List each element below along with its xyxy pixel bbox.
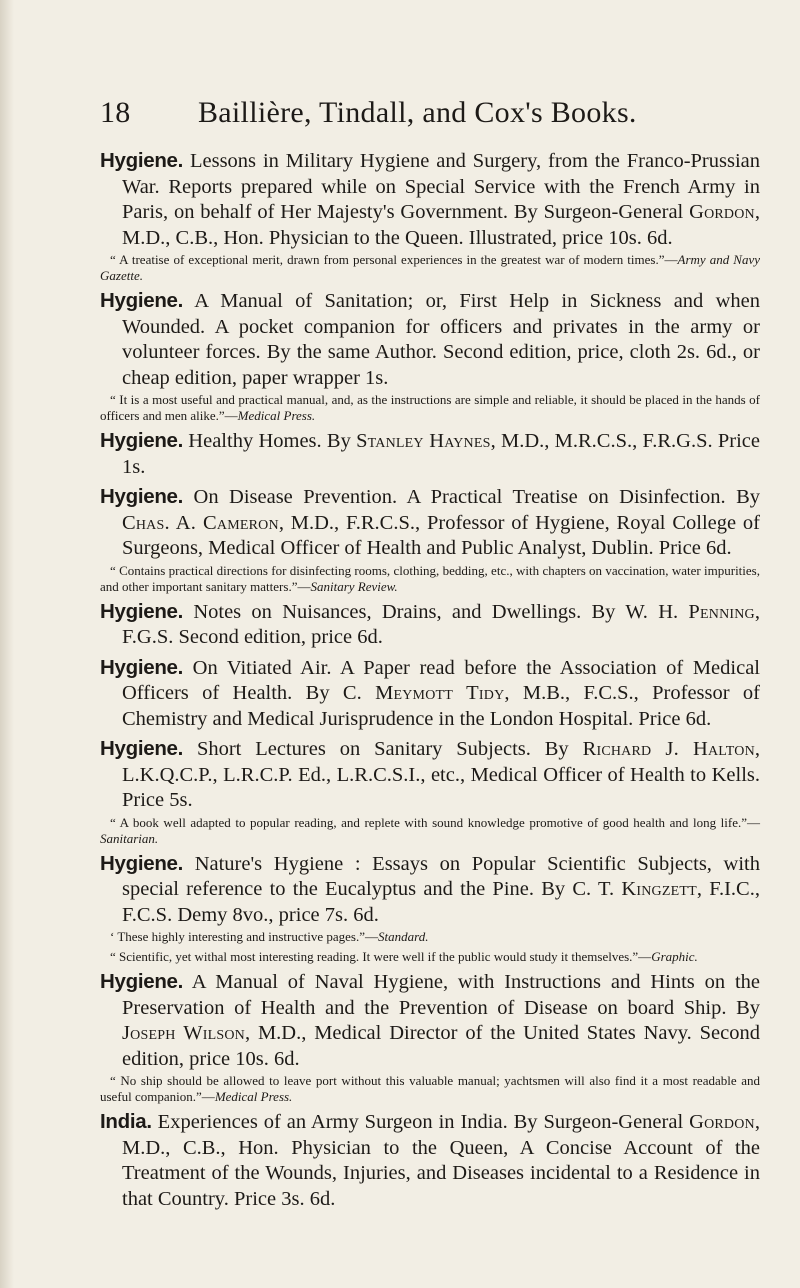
- author-name: Penning: [688, 600, 755, 623]
- catalogue-entry: [100, 599, 760, 651]
- entry-text: Notes on Nuisances, Drains, and Dwellings. By W. H.: [193, 600, 689, 623]
- review-text: “ Scientific, yet withal most interesting reading. It were well if the public would study it themselves.”—: [110, 949, 652, 964]
- entry-description: [100, 428, 760, 480]
- review-text: “ A treatise of exceptional merit, drawn from personal experiences in the greatest war of modern times.”—: [110, 252, 678, 267]
- author-name: Gordon: [689, 201, 755, 223]
- author-name: Meymott Tidy: [375, 682, 505, 704]
- entry-heading: Hygiene.: [100, 149, 184, 172]
- review-source: Sanitary Review.: [310, 578, 398, 594]
- review-quote: [100, 929, 760, 945]
- catalogue-entries: [100, 148, 760, 1216]
- author-name: Joseph Wilson: [122, 1022, 245, 1044]
- entry-text: Lessons in Military Hygiene and Surgery, from the Franco-Prussian War. Reports prepared while on Special Service with the French Army in Paris, on behalf of Her Majesty's Government. By Surgeon-General: [122, 150, 760, 223]
- page-gutter-shadow: [0, 0, 14, 1288]
- review-text: “ A book well adapted to popular reading, and replete with sound knowledge promotive of good health and long life.”—: [110, 814, 760, 830]
- entry-text: Nature's Hygiene : Essays on Popular Scientific Subjects, with special reference to the Eucalyptus and the Pine. By C. T.: [122, 852, 761, 900]
- catalogue-entry: [100, 428, 760, 480]
- review-text: “ It is a most useful and practical manual, and, as the instructions are simple and reliable, it should be placed in the hands of officers and men alike.”—: [100, 392, 760, 423]
- entry-text: On Disease Prevention. A Practical Treatise on Disinfection. By: [193, 486, 761, 508]
- entry-text: , M.D., Medical Director of the United States Navy. Second edition, price 10s. 6d.: [122, 1022, 760, 1070]
- author-name: Kingzett: [621, 878, 697, 900]
- entry-description: [100, 148, 760, 251]
- entry-text: , F.I.C., F.C.S. Demy 8vo., price 7s. 6d.: [122, 878, 760, 926]
- entry-text: A Manual of Sanitation; or, First Help in Sickness and when Wounded. A pocket companion for officers and privates in the army or volunteer forces. By the same Author. Second edition, price, cloth 2s. 6d., or cheap edition, paper wrapper 1s.: [122, 290, 760, 389]
- review-quote: [100, 1073, 760, 1105]
- entry-description: [100, 655, 760, 733]
- entry-heading: Hygiene.: [100, 289, 184, 312]
- review-quote: [100, 815, 760, 847]
- review-source: Army and Navy Gazette.: [100, 252, 760, 283]
- entry-heading: Hygiene.: [100, 737, 184, 760]
- entry-heading: Hygiene.: [100, 599, 184, 623]
- entry-text: , M.D., C.B., Hon. Physician to the Queen, A Concise Account of the Treatment of the Wounds, Injuries, and Diseases incidental to a Residence in that Country. Price 3s. 6d.: [122, 1111, 760, 1210]
- author-name: Richard J. Halton: [582, 738, 755, 760]
- entry-heading: Hygiene.: [100, 485, 184, 508]
- entry-text: A Manual of Naval Hygiene, with Instructions and Hints on the Preservation of Health and the Prevention of Disease on board Ship. By: [122, 971, 761, 1019]
- entry-description: [100, 288, 760, 391]
- entry-text: , M.B., F.C.S., Professor of Chemistry and Medical Jurisprudence in the London Hospital. Price 6d.: [122, 682, 760, 730]
- running-head-title: Baillière, Tindall, and Cox's Books.: [198, 96, 637, 129]
- review-source: Sanitarian.: [100, 830, 159, 846]
- entry-text: , F.G.S. Second edition, price 6d.: [122, 600, 760, 648]
- entry-text: , L.K.Q.C.P., L.R.C.P. Ed., L.R.C.S.I., etc., Medical Officer of Health to Kells. Price 5s.: [122, 738, 761, 811]
- entry-text: On Vitiated Air. A Paper read before the Association of Medical Officers of Health. By C.: [122, 656, 760, 704]
- entry-heading: Hygiene.: [100, 429, 184, 452]
- entry-heading: India.: [100, 1110, 152, 1133]
- catalogue-entry: [100, 288, 760, 424]
- entry-description: [100, 736, 760, 814]
- entry-description: [100, 851, 760, 929]
- entry-text: Healthy Homes. By: [188, 430, 357, 452]
- author-name: Chas. A. Cameron: [122, 511, 279, 534]
- review-quote: [100, 563, 760, 595]
- catalogue-entry: [100, 1109, 760, 1212]
- entry-description: [100, 1109, 760, 1212]
- author-name: Stanley Haynes: [356, 430, 491, 452]
- entry-heading: Hygiene.: [100, 851, 184, 875]
- entry-text: , M.D., M.R.C.S., F.R.G.S. Price 1s.: [122, 430, 760, 478]
- review-source: Medical Press.: [214, 1089, 293, 1104]
- review-text: “ Contains practical directions for disinfecting rooms, clothing, bedding, etc., with chapters on vaccination, water impurities, and other important sanitary matters.”—: [100, 562, 760, 594]
- entry-heading: Hygiene.: [100, 655, 184, 679]
- entry-description: [100, 599, 760, 651]
- review-source: Medical Press.: [237, 408, 316, 423]
- review-quote: [100, 392, 760, 424]
- review-source: Graphic.: [651, 949, 698, 964]
- entry-text: , M.D., C.B., Hon. Physician to the Queen. Illustrated, price 10s. 6d.: [122, 201, 760, 249]
- catalogue-entry: [100, 484, 760, 595]
- review-text: “ No ship should be allowed to leave port without this valuable manual; yachtsmen will also find it a most readable and useful companion.”—: [100, 1073, 760, 1104]
- review-text: ‘ These highly interesting and instructive pages.”—: [110, 929, 378, 944]
- catalogue-entry: [100, 969, 760, 1105]
- review-source: Standard.: [378, 929, 429, 944]
- running-head: [100, 96, 740, 140]
- entry-heading: Hygiene.: [100, 970, 184, 993]
- entry-text: Experiences of an Army Surgeon in India. By Surgeon-General: [157, 1111, 690, 1133]
- entry-description: [100, 484, 760, 562]
- catalogue-entry: [100, 736, 760, 847]
- review-quote: [100, 252, 760, 284]
- catalogue-entry: [100, 655, 760, 733]
- catalogue-entry: [100, 148, 760, 284]
- entry-description: [100, 969, 760, 1072]
- page-number: 18: [100, 96, 131, 129]
- entry-text: Short Lectures on Sanitary Subjects. By: [196, 738, 583, 760]
- entry-text: , M.D., F.R.C.S., Professor of Hygiene, Royal College of Surgeons, Medical Officer of Health and Public Analyst, Dublin. Price 6d.: [122, 511, 760, 559]
- catalogue-entry: [100, 851, 760, 966]
- review-quote: [100, 949, 760, 965]
- author-name: Gordon: [689, 1111, 755, 1133]
